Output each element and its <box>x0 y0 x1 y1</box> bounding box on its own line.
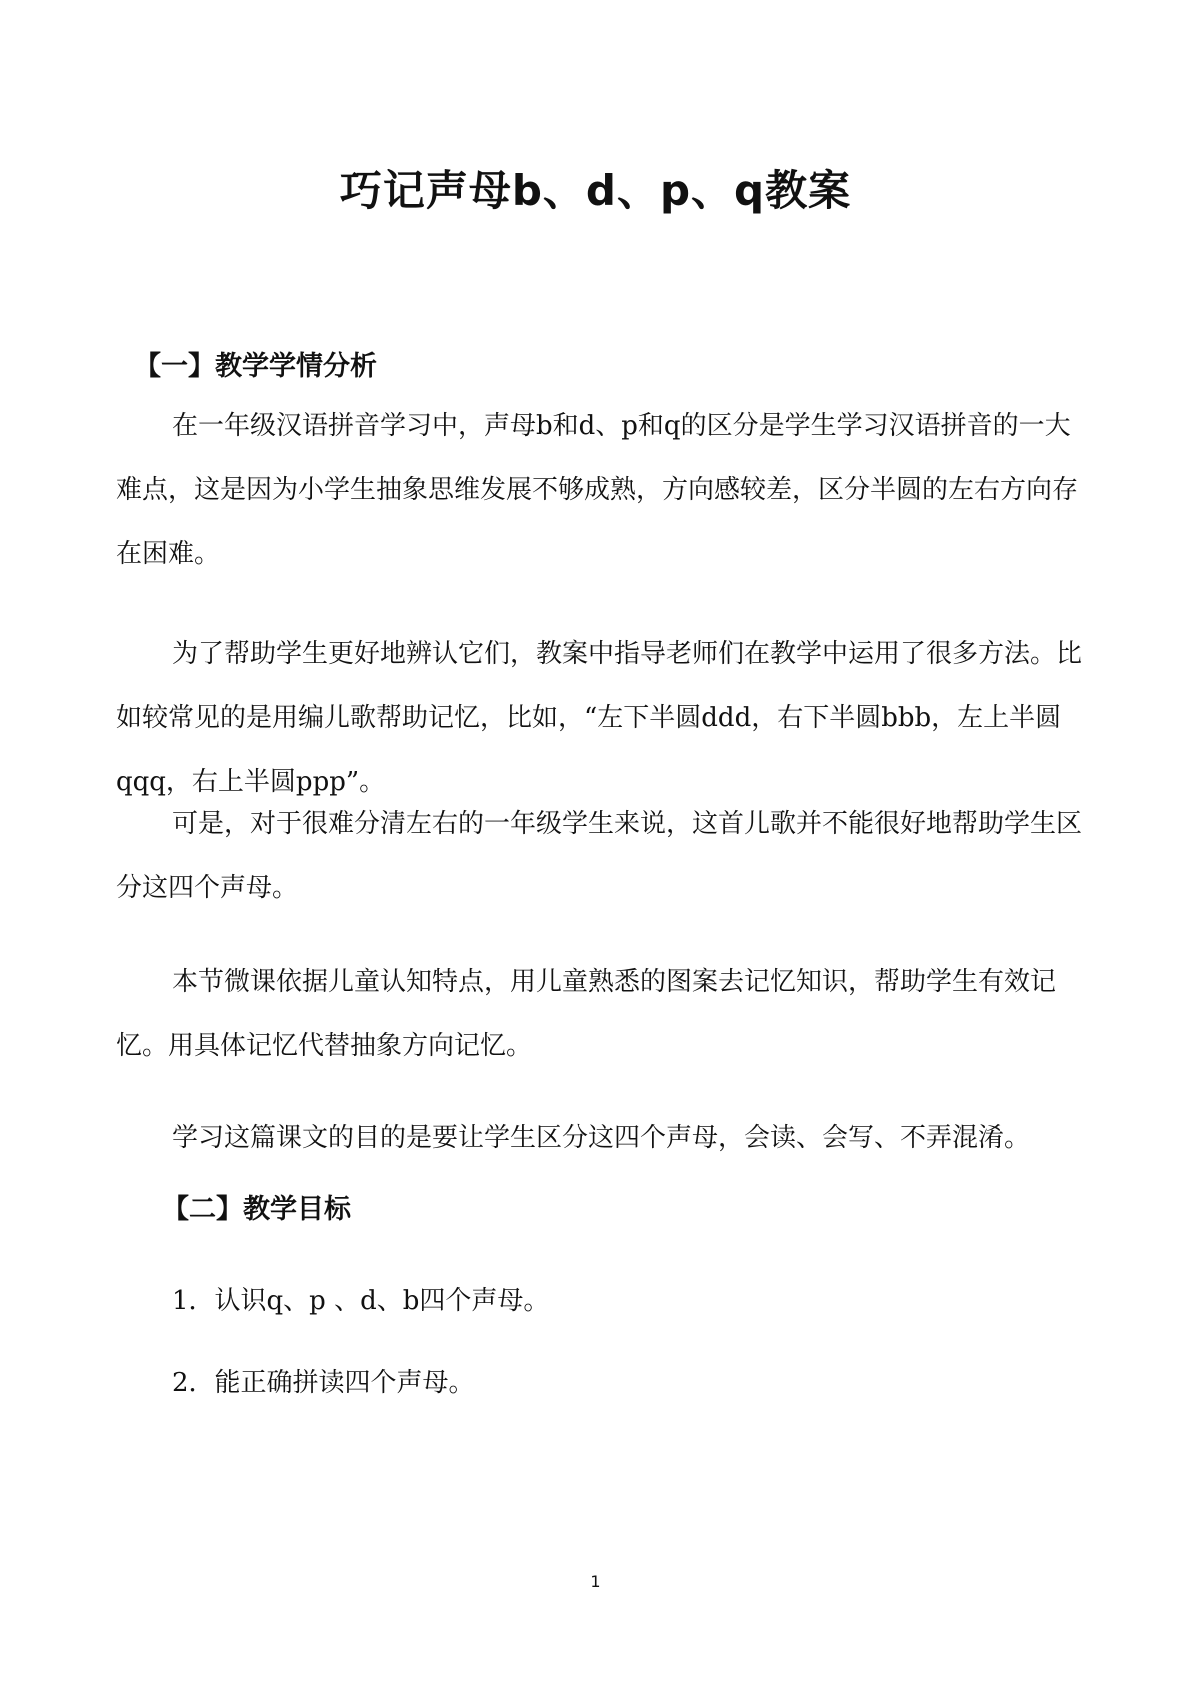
section-heading-objectives: 【二】教学目标 <box>162 1194 351 1225</box>
paragraph-2: 为了帮助学生更好地辨认它们，教案中指导老师们在教学中运用了很多方法。比如较常见的是用编儿歌帮助记忆，比如，“左下半圆ddd，右下半圆bbb，左上半圆qqq，右上半圆ppp”。 <box>116 639 1083 797</box>
objective-item-2: 2．能正确拼读四个声母。 <box>172 1368 475 1398</box>
document-title: 巧记声母b、d、p、q教案 <box>339 166 852 215</box>
page-number: 1 <box>590 1572 601 1591</box>
section-heading-analysis: 【一】教学学情分析 <box>134 351 377 382</box>
paragraph-3: 可是，对于很难分清左右的一年级学生来说，这首儿歌并不能很好地帮助学生区分这四个声母。 <box>116 809 1083 903</box>
paragraph-4: 本节微课依据儿童认知特点，用儿童熟悉的图案去记忆知识，帮助学生有效记忆。用具体记忆代替抽象方向记忆。 <box>116 967 1057 1061</box>
objective-item-1: 1．认识q、p 、d、b四个声母。 <box>172 1286 550 1316</box>
paragraph-5: 学习这篇课文的目的是要让学生区分这四个声母，会读、会写、不弄混淆。 <box>172 1123 1031 1153</box>
paragraph-1: 在一年级汉语拼音学习中，声母b和d、p和q的区分是学生学习汉语拼音的一大难点，这是因为小学生抽象思维发展不够成熟，方向感较差，区分半圆的左右方向存在困难。 <box>116 411 1079 569</box>
